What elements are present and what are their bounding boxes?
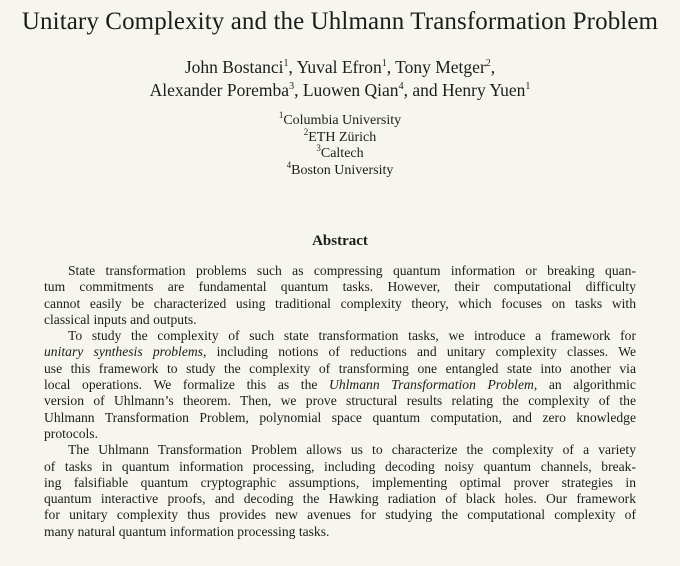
author-name: Tony Metger [395, 57, 486, 77]
abstract-line [44, 393, 636, 409]
abstract-text: tum commitments are fundamental quantum tasks. However, their computational difficulty [44, 279, 636, 295]
abstract-line [44, 344, 636, 360]
author-affiliation-mark: 4 [398, 81, 404, 92]
abstract-text: local operations. We formalize this as the [44, 377, 330, 393]
abstract-line [44, 507, 636, 523]
abstract-text: cannot easily be characterized using traditional complexity theory, which focuses on tasks with [44, 295, 636, 311]
author-affiliation-mark: 2 [485, 58, 491, 69]
author-separator: , [288, 57, 297, 77]
abstract-italic-text: unitary synthesis problems [44, 344, 203, 360]
abstract-line [44, 442, 636, 458]
abstract-line [44, 524, 636, 540]
affiliation-name: ETH Zürich [308, 130, 377, 145]
affiliation-2 [0, 127, 680, 146]
author-list-line-2 [0, 80, 680, 101]
affiliation-mark: 4 [286, 160, 292, 170]
abstract-heading: Abstract [312, 233, 368, 249]
abstract-text: The Uhlmann Transformation Problem allows us to characterize the complexity of a variety [68, 442, 636, 458]
author-separator: , [386, 57, 396, 77]
abstract-line [44, 263, 636, 279]
author-separator: , [490, 57, 496, 77]
author-affiliation-mark: 1 [283, 58, 289, 69]
abstract-text: use this framework to study the complexity of transforming one entangled state into another via [44, 360, 636, 376]
author-name: Luowen Qian [302, 80, 399, 100]
abstract-text: To study the complexity of such state transformation tasks, we introduce a framework for [68, 328, 636, 344]
abstract-text: ing falsifiable quantum cryptographic assumptions, implementing optimal prover strategies in [44, 474, 636, 490]
affiliation-name: Caltech [320, 146, 364, 161]
affiliation-4 [0, 160, 680, 179]
abstract-text: Uhlmann Transformation Problem, polynomial space quantum computation, and zero knowledge [44, 409, 636, 425]
author-name: Henry Yuen [441, 80, 526, 100]
paper-title: Unitary Complexity and the Uhlmann Transformation Problem [21, 8, 659, 35]
author-affiliation-mark: 1 [525, 81, 531, 92]
abstract-line [44, 328, 636, 344]
affiliation-name: Boston University [291, 163, 394, 178]
author-separator: , and [403, 80, 442, 100]
abstract-line [44, 426, 636, 442]
abstract-text: version of Uhlmann’s theorem. Then, we prove structural results relating the complexity of the [44, 393, 636, 409]
abstract-line [44, 377, 636, 393]
abstract-line [44, 491, 636, 507]
affiliation-name: Columbia University [283, 113, 402, 128]
author-separator: , [294, 80, 303, 100]
abstract-text: for unitary complexity thus provides new avenues for studying the computational complexity of [44, 507, 636, 523]
abstract-text: , an algorithmic [533, 377, 636, 393]
author-list-line-1 [0, 57, 680, 78]
author-affiliation-mark: 3 [289, 81, 295, 92]
abstract-line [44, 279, 636, 295]
abstract-body [44, 263, 636, 540]
affiliation-mark: 3 [316, 143, 321, 153]
abstract-text: many natural quantum information processing tasks. [44, 523, 330, 539]
abstract-text: classical inputs and outputs. [44, 311, 197, 327]
author-name: John Bostanci [184, 57, 284, 77]
abstract-text: quantum interactive proofs, and decoding the Hawking radiation of black holes. Our framework [44, 491, 636, 507]
abstract-text: , including notions of reductions and unitary complexity classes. We [202, 344, 636, 360]
author-name: Yuval Efron [296, 57, 382, 77]
author-name: Alexander Poremba [149, 80, 290, 100]
affiliation-1 [0, 110, 680, 129]
abstract-line [44, 361, 636, 377]
affiliation-3 [0, 143, 680, 162]
abstract-italic-text: Uhlmann Transformation Problem [329, 377, 534, 393]
affiliation-mark: 2 [303, 127, 309, 137]
abstract-line [44, 296, 636, 312]
abstract-text: protocols. [44, 425, 98, 441]
abstract-line [44, 312, 636, 328]
abstract-line [44, 475, 636, 491]
affiliation-mark: 1 [278, 110, 284, 120]
abstract-text: of tasks in quantum information processing, including decoding noisy quantum channels, break- [44, 458, 636, 474]
abstract-line [44, 459, 636, 475]
author-affiliation-mark: 1 [381, 58, 387, 69]
abstract-text: State transformation problems such as compressing quantum information or breaking quan- [68, 263, 636, 278]
abstract-line [44, 410, 636, 426]
